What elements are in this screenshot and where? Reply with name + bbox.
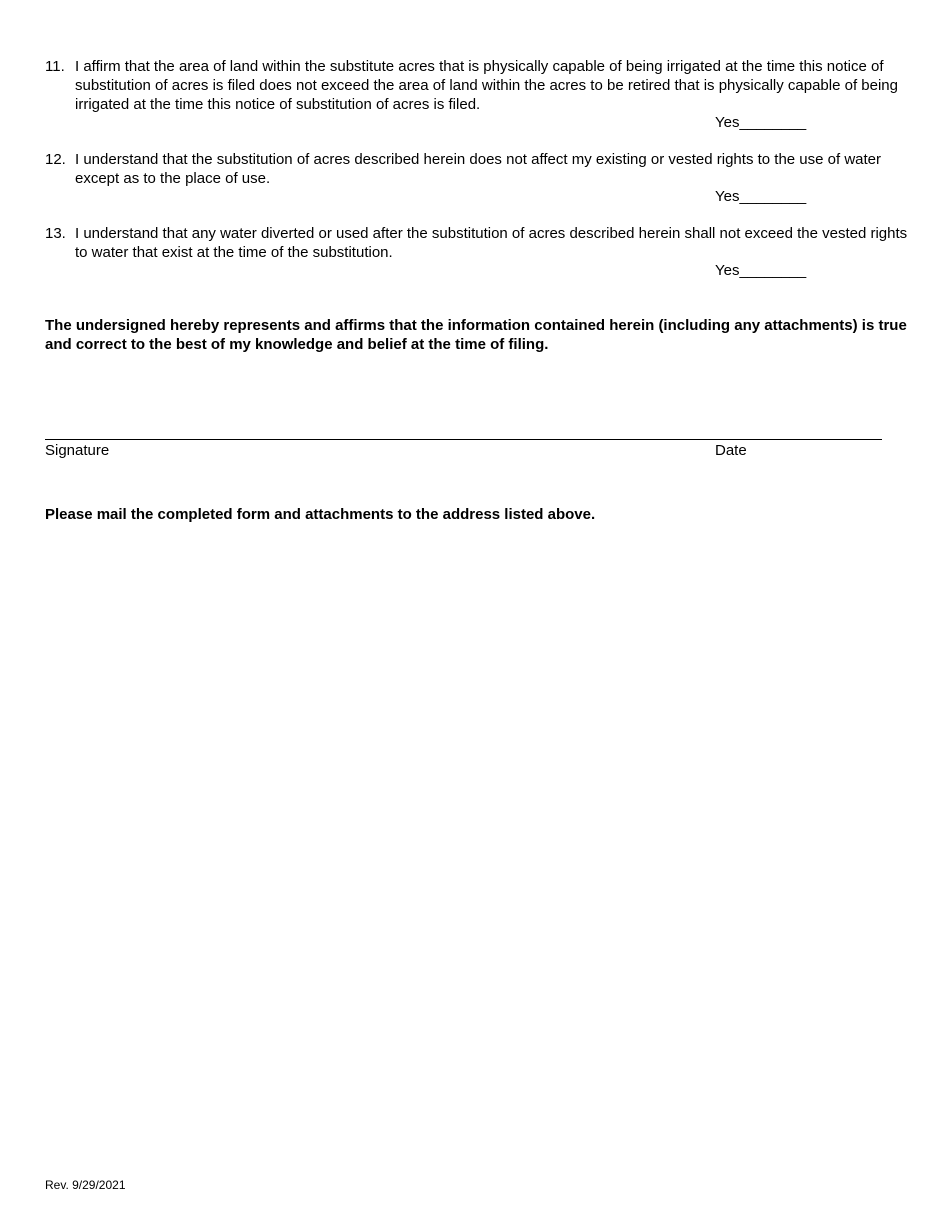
yes-field-13[interactable]: Yes________ (715, 262, 807, 279)
mail-instructions: Please mail the completed form and attachments to the address listed above. (45, 506, 596, 523)
statement-item-12 (45, 150, 910, 188)
statement-item-13 (45, 224, 910, 262)
item-number: 11. (45, 58, 65, 75)
yes-field-11[interactable]: Yes________ (715, 114, 807, 131)
item-text: I understand that any water diverted or used after the substitution of acres described herein shall not exceed the vested rights to water that exist at the time of the substitution. (75, 225, 908, 261)
yes-field-12[interactable]: Yes________ (715, 188, 807, 205)
signature-line[interactable] (45, 439, 882, 440)
item-text: I affirm that the area of land within the substitute acres that is physically capable of being irrigated at the time this notice of substitution of acres is filed does not exceed the area of land within the acres to be retired that is physically capable of being irrigated at the time this notice of substitution of acres is filed. (75, 58, 898, 113)
revision-date: Rev. 9/29/2021 (45, 1178, 126, 1192)
item-text: I understand that the substitution of acres described herein does not affect my existing or vested rights to the use of water except as to the place of use. (75, 151, 882, 187)
signature-label: Signature (45, 442, 110, 459)
item-number: 13. (45, 225, 66, 242)
item-number: 12. (45, 151, 66, 168)
date-label: Date (715, 442, 747, 459)
statement-item-11 (45, 57, 910, 114)
affirmation-statement: The undersigned hereby represents and affirms that the information contained herein (including any attachments) is true and correct to the best of my knowledge and belief at the time of filing. (45, 317, 907, 353)
